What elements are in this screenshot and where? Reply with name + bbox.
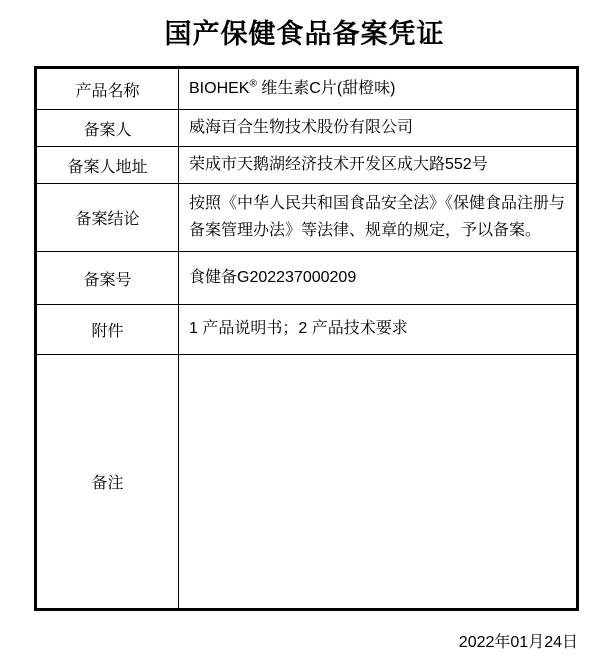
row-label-registrant-address: 备案人地址 (36, 147, 179, 184)
table-row-registration-number (36, 252, 578, 305)
issue-date: 2022年01月24日 (458, 634, 578, 651)
row-value-registration-number: 食健备G202237000209 (179, 252, 578, 305)
page-title: 国产保健食品备案凭证 (164, 19, 445, 49)
table-row-product-name (36, 68, 578, 110)
table-row-registrant-address (36, 147, 578, 184)
row-value-conclusion: 按照《中华人民共和国食品安全法》《保健食品注册与备案管理办法》等法律、规章的规定，予以备案。 (179, 184, 578, 252)
row-value-attachments: 1 产品说明书；2 产品技术要求 (179, 305, 578, 355)
table-row-registrant (36, 110, 578, 147)
table-row-attachments (36, 305, 578, 355)
table-row-conclusion (36, 184, 578, 252)
registered-trademark-symbol: ® (249, 78, 257, 90)
row-label-conclusion: 备案结论 (36, 184, 179, 252)
row-label-remarks: 备注 (36, 355, 179, 610)
product-name-rest: 维生素C片(甜橙味) (256, 79, 396, 97)
product-brand: BIOHEK (189, 79, 250, 97)
row-value-registrant-address: 荣成市天鹅湖经济技术开发区成大路552号 (179, 147, 578, 184)
table-row-remarks (36, 355, 578, 610)
row-label-registration-number: 备案号 (36, 252, 179, 305)
row-label-registrant: 备案人 (36, 110, 179, 147)
row-value-product-name (179, 68, 578, 110)
row-label-attachments: 附件 (36, 305, 179, 355)
row-label-product-name: 产品名称 (36, 68, 179, 110)
row-value-remarks (179, 355, 578, 610)
certificate-table (34, 66, 579, 611)
row-value-registrant: 威海百合生物技术股份有限公司 (179, 110, 578, 147)
